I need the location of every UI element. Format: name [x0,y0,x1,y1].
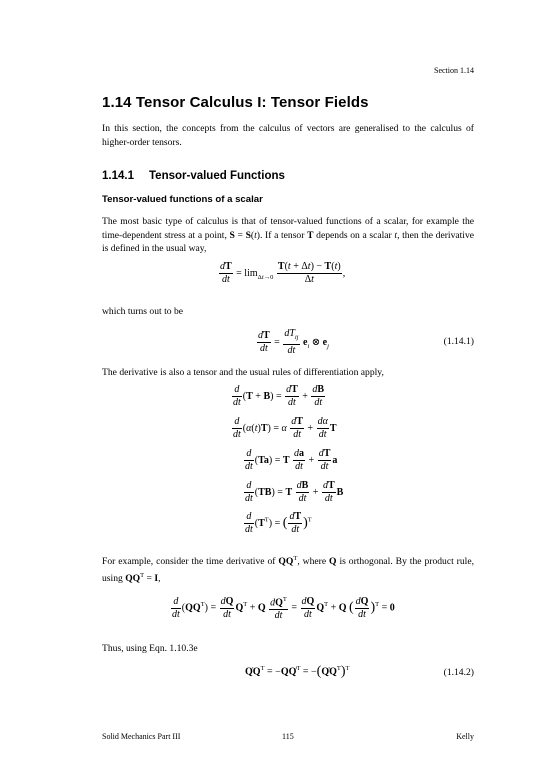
intro-paragraph: In this section, the concepts from the calculus of vectors are generalised to the calculus of higher-order tensors. [102,123,474,148]
inline-math-stress: S = S(t) [229,229,260,241]
rule-transpose: $\frac{d}{dt}$ $(T^T)$ = ( $\frac{dT}{dt}$ )$^T$ [245,511,312,535]
para1-text-b: . If a tensor [260,229,305,241]
rule-sum: $\frac{d}{dt}$ (T + B) = $\frac{dT}{dt}$ + $\frac{dB}{dt}$ [233,384,325,408]
subsection-heading: Tensor-valued functions of a scalar [102,194,263,205]
running-header: Section 1.14 [434,66,474,75]
section-number: 1.14.1 [102,170,134,182]
equation-number-1: (1.14.1) [443,336,474,347]
para1-text-c: depends on a scalar [316,229,392,241]
paragraph-example: For example, consider the time derivative of $QQ^T$, where Q is orthogonal. By the product rule, using $QQ^T = I$, [102,555,475,584]
para4-text-b: , where [297,556,327,568]
paragraph-turns-out: which turns out to be [102,306,184,317]
paragraph-thus: Thus, using Eqn. 1.10.3e [102,643,198,654]
chapter-title: 1.14 Tensor Calculus I: Tensor Fields [102,94,369,111]
para4-text-a: For example, consider the time derivative of [102,556,276,568]
footer-right: Kelly [456,732,474,741]
paragraph-rules: The derivative is also a tensor and the usual rules of differentiation apply, [102,367,384,378]
footer-left: Solid Mechanics Part III [102,732,181,741]
inline-math-t: t [394,229,398,241]
equation-product-rule: $\frac{d}{dt}$ $(QQ^T)$ = $\frac{dQ}{dt}$ $Q^T + Q$ $\frac{dQ^T}{dt}$ = $\frac{dQ}{dt}$ $Q^T + Q$ ( $\frac{dQ}{dt}$ )$^T$ = 0 [172,595,395,622]
rule-tensor-vector: $\frac{d}{dt}$ (Ta) = T $\frac{da}{dt}$ + $\frac{dT}{dt}$ a [245,448,338,472]
equation-1-14-2: $QQ^T = -QQ^T = -(QQ^T)^T$ [245,664,350,679]
inline-math-QQT-I: $QQ^T = I$ [125,571,159,584]
equation-1-14-1: $\frac{dT}{dt}$ = $\frac{dT_{ij}}{dt}$ $e_i$ ⊗ $e_j$ [258,328,329,356]
section-heading [102,170,285,182]
paragraph-definition [102,215,474,256]
inline-math-Q: Q [329,556,337,568]
rule-tensor-tensor: $\frac{d}{dt}$ (TB) = T $\frac{dB}{dt}$ + $\frac{dT}{dt}$ B [245,480,344,504]
equation-number-2: (1.14.2) [443,667,474,678]
para1-text-a: The most basic type of calculus is that of tensor-valued functions of a scalar, for example the time-dependent stress at a point, [102,216,474,241]
para4-text-c: is orthogonal. By the product rule, using [102,556,475,584]
rule-scalar-product: $\frac{d}{dt}$ (α(t)T) = α $\frac{dT}{dt}$ + $\frac{d\alpha}{dt}$ T [233,416,337,440]
page-number: 115 [282,732,294,741]
para1-text-d: , then the derivative is defined in the usual way, [102,229,475,254]
inline-math-T: T [307,229,314,241]
section-title: Tensor-valued Functions [149,170,285,182]
equation-derivative-definition: $\frac{dT}{dt}$ = $\lim_{\Delta t\to 0}$ $\frac{T(t + \Delta t) - T(t)}{\Delta t}$ , [220,261,346,285]
inline-math-QQT: $QQ^T$ [278,555,298,568]
